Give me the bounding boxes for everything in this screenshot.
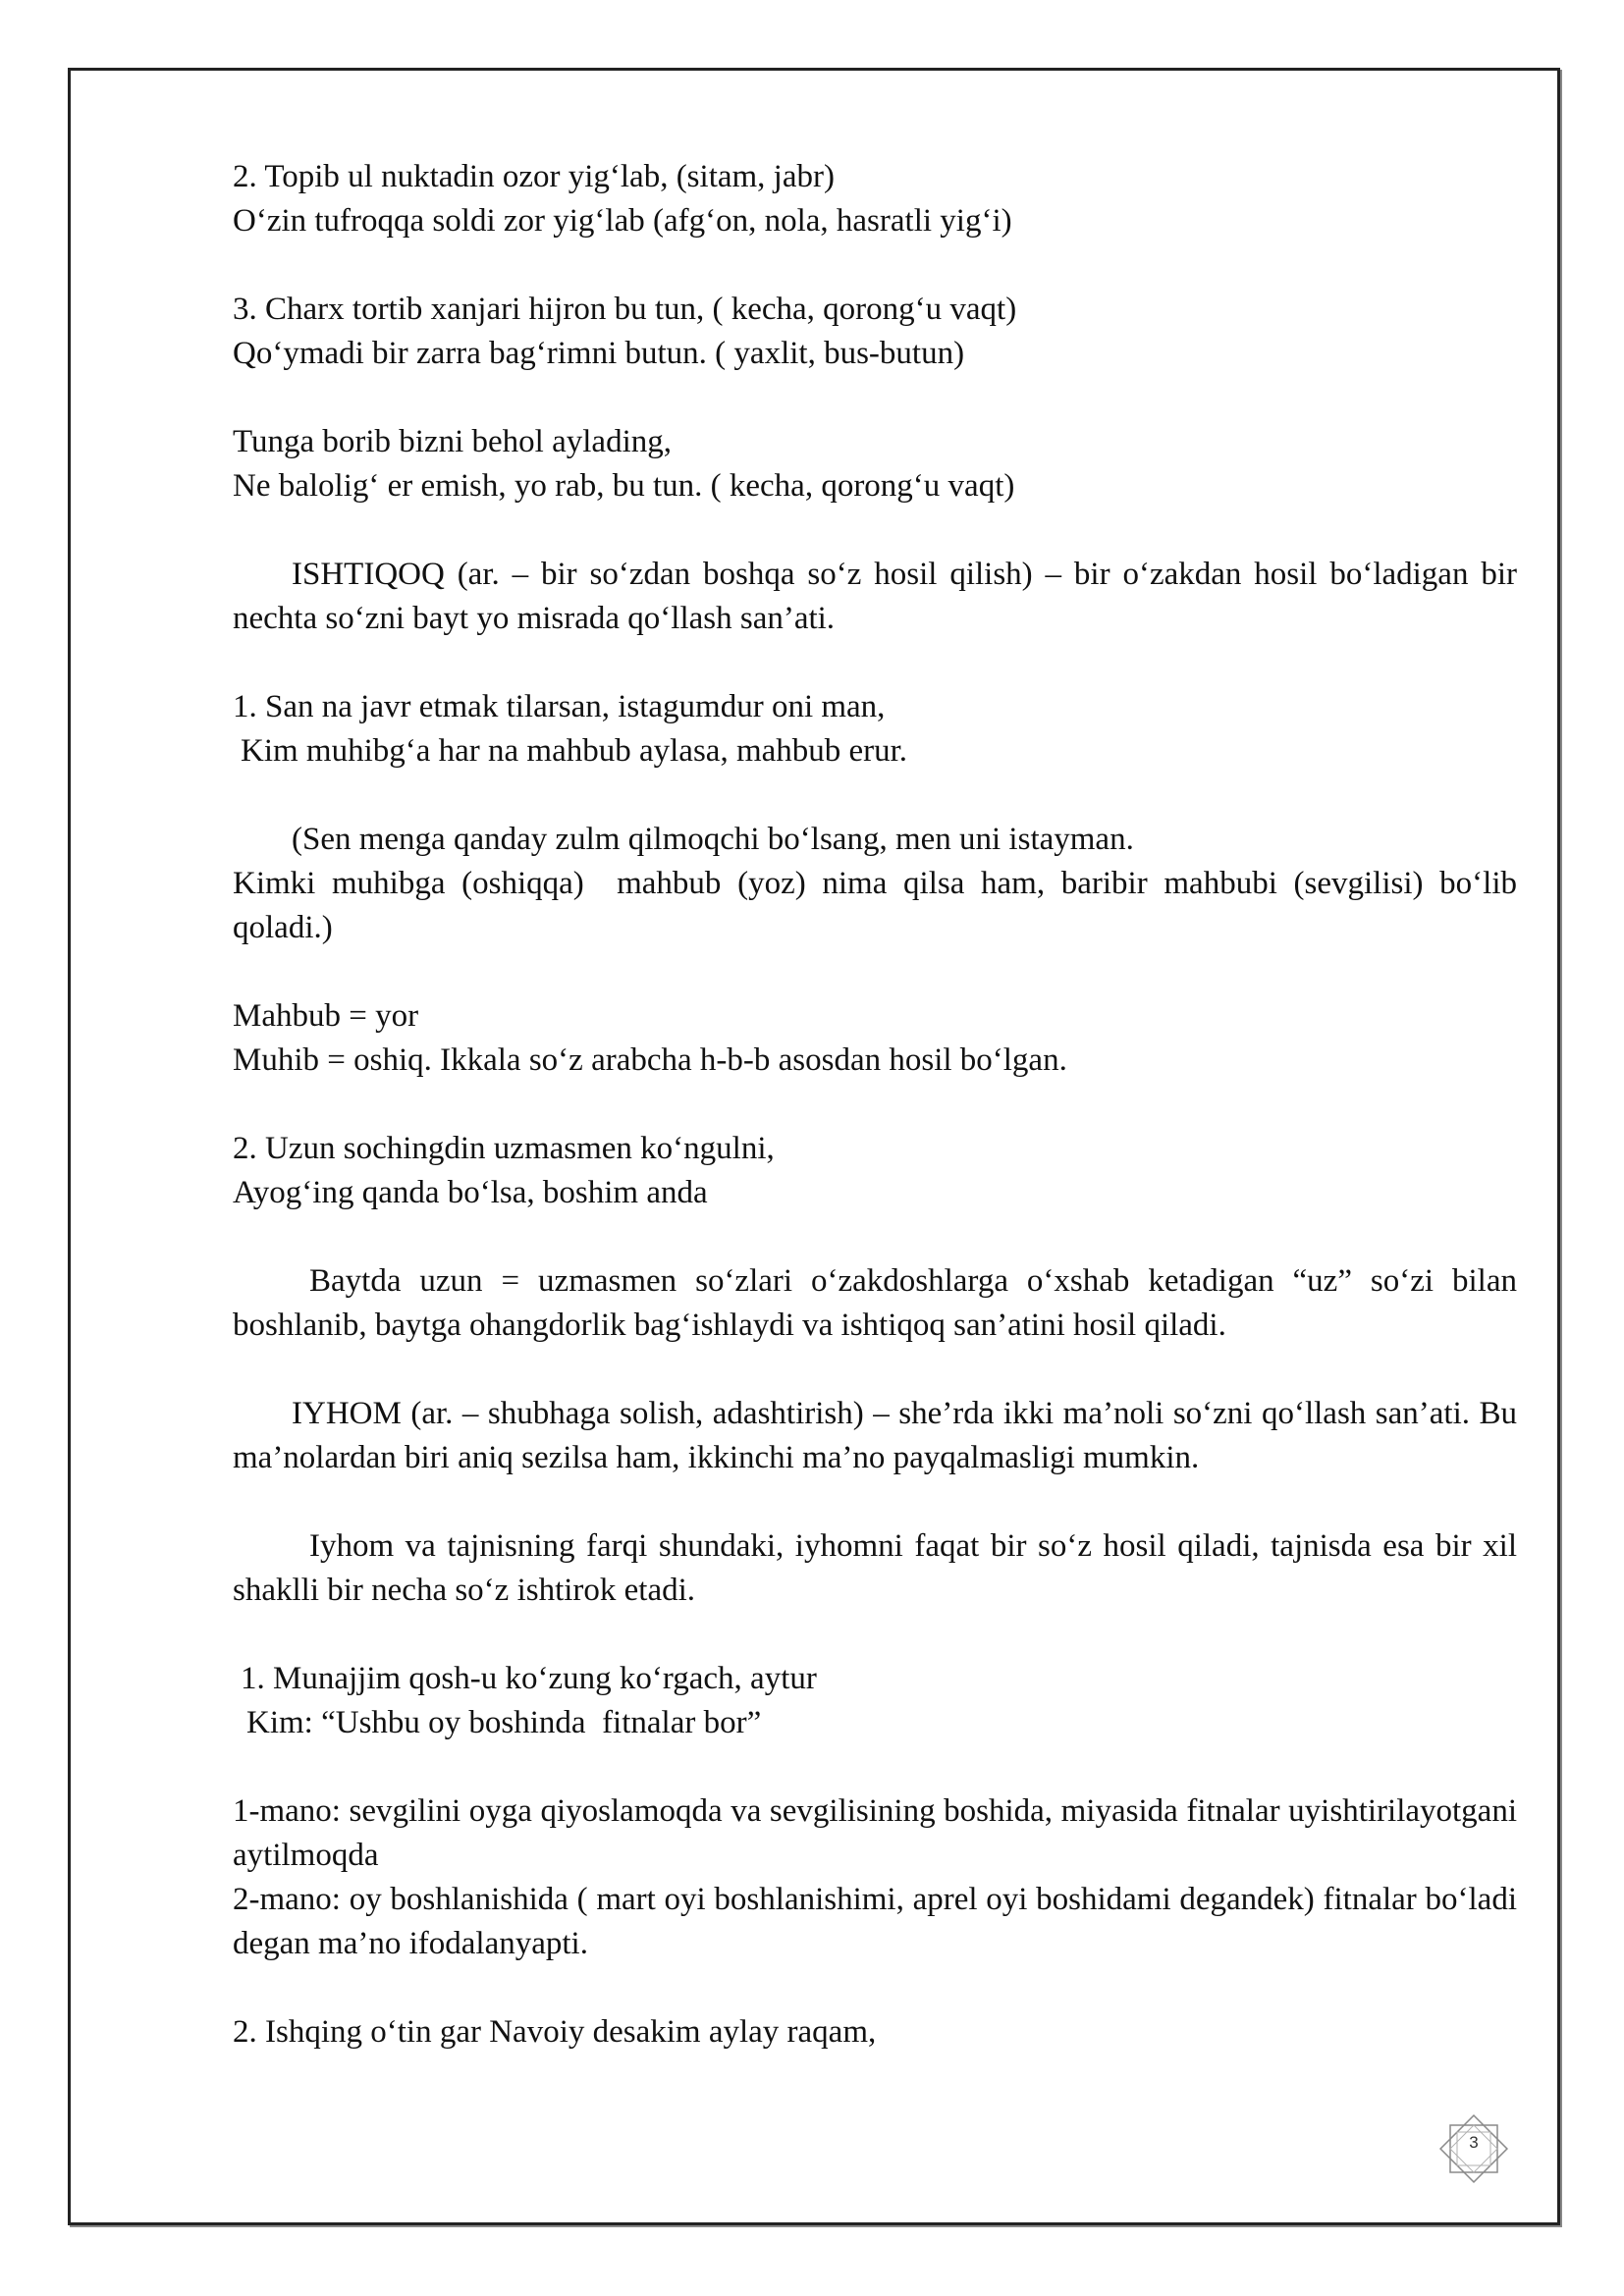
text-line: 2. Uzun sochingdin uzmasmen ko‘ngulni, [233, 1131, 775, 1166]
text-line: 1-mano: sevgilini oyga qiyoslamoqda va sevgilisining boshida, miyasida fitnalar uyishtirilayotgani aytilmoqda [233, 1793, 1526, 1873]
ishtiqoq-definition: ISHTIQOQ (ar. – bir so‘zdan boshqa so‘z hosil qilish) – bir o‘zakdan hosil bo‘ladigan bir nechta so‘zni bayt yo misrada qo‘llash san’ati. [233, 557, 1517, 636]
text-line: 1. San na javr etmak tilarsan, istagumdur oni man, [233, 689, 886, 724]
poem-verse-2 [233, 155, 1517, 243]
text-line: Kimki muhibga (oshiqqa) mahbub (yoz) nima qilsa ham, baribir mahbubi (sevgilisi) bo‘lib qoladi.) [233, 866, 1526, 945]
text-line: O‘zin tufroqqa soldi zor yig‘lab (afg‘on, nola, hasratli yig‘i) [233, 203, 1012, 239]
poem-verse-3 [233, 288, 1517, 376]
poem-verse-4 [233, 420, 1517, 508]
text-line: Kim muhibg‘a har na mahbub aylasa, mahbub erur. [241, 733, 908, 769]
text-line: Ayog‘ing qanda bo‘lsa, boshim anda [233, 1175, 708, 1210]
text-line: Muhib = oshiq. Ikkala so‘z arabcha h-b-b asosdan hosil bo‘lgan. [233, 1042, 1067, 1078]
ishtiqoq-explanation-1 [233, 818, 1526, 950]
page-number-badge [1434, 2109, 1514, 2189]
ishtiqoq-explanation-2: Baytda uzun = uzmasmen so‘zlari o‘zakdoshlarga o‘xshab ketadigan “uz” so‘zi bilan boshlanib, baytga ohangdorlik bag‘ishlaydi va ishtiqoq san’atini hosil qiladi. [233, 1263, 1517, 1343]
iyhom-example-1 [233, 1657, 1517, 1745]
iyhom-difference: Iyhom va tajnisning farqi shundaki, iyhomni faqat bir so‘z hosil qiladi, tajnisda esa bir xil shaklli bir necha so‘z ishtirok etadi. [233, 1528, 1517, 1608]
text-line: 2. Ishqing o‘tin gar Navoiy desakim aylay raqam, [233, 2014, 877, 2050]
text-line: 1. Munajjim qosh-u ko‘zung ko‘rgach, aytur [241, 1661, 817, 1696]
text-line: Ne balolig‘ er emish, yo rab, bu tun. ( kecha, qorong‘u vaqt) [233, 468, 1015, 504]
ishtiqoq-example-1 [233, 685, 1517, 774]
text-line: 2-mano: oy boshlanishida ( mart oyi boshlanishimi, aprel oyi boshidami degandek) fitnalar bo‘ladi degan ma’no ifodalanyapti. [233, 1882, 1526, 1961]
text-line: 2. Topib ul nuktadin ozor yig‘lab, (sitam, jabr) [233, 159, 835, 194]
text-line: (Sen menga qanday zulm qilmoqchi bo‘lsang, men uni istayman. [292, 822, 1134, 857]
page-number: 3 [1469, 2133, 1479, 2152]
text-line: 3. Charx tortib xanjari hijron bu tun, ( kecha, qorong‘u vaqt) [233, 292, 1017, 327]
iyhom-meanings [233, 1789, 1526, 1966]
text-line: Qo‘ymadi bir zarra bag‘rimni butun. ( yaxlit, bus-butun) [233, 336, 965, 371]
text-line: Kim: “Ushbu oy boshinda fitnalar bor” [246, 1705, 762, 1740]
ishtiqoq-example-2 [233, 1127, 1517, 1215]
iyhom-example-2 [233, 2010, 1517, 2055]
document-body [233, 155, 1526, 2099]
text-line: Tunga borib bizni behol aylading, [233, 424, 672, 459]
glossary [233, 994, 1517, 1083]
text-line: Mahbub = yor [233, 998, 419, 1034]
iyhom-definition: IYHOM (ar. – shubhaga solish, adashtirish) – she’rda ikki ma’noli so‘zni qo‘llash san’ati. Bu ma’nolardan biri aniq sezilsa ham, ikkinchi ma’no payqalmasligi mumkin. [233, 1396, 1517, 1475]
